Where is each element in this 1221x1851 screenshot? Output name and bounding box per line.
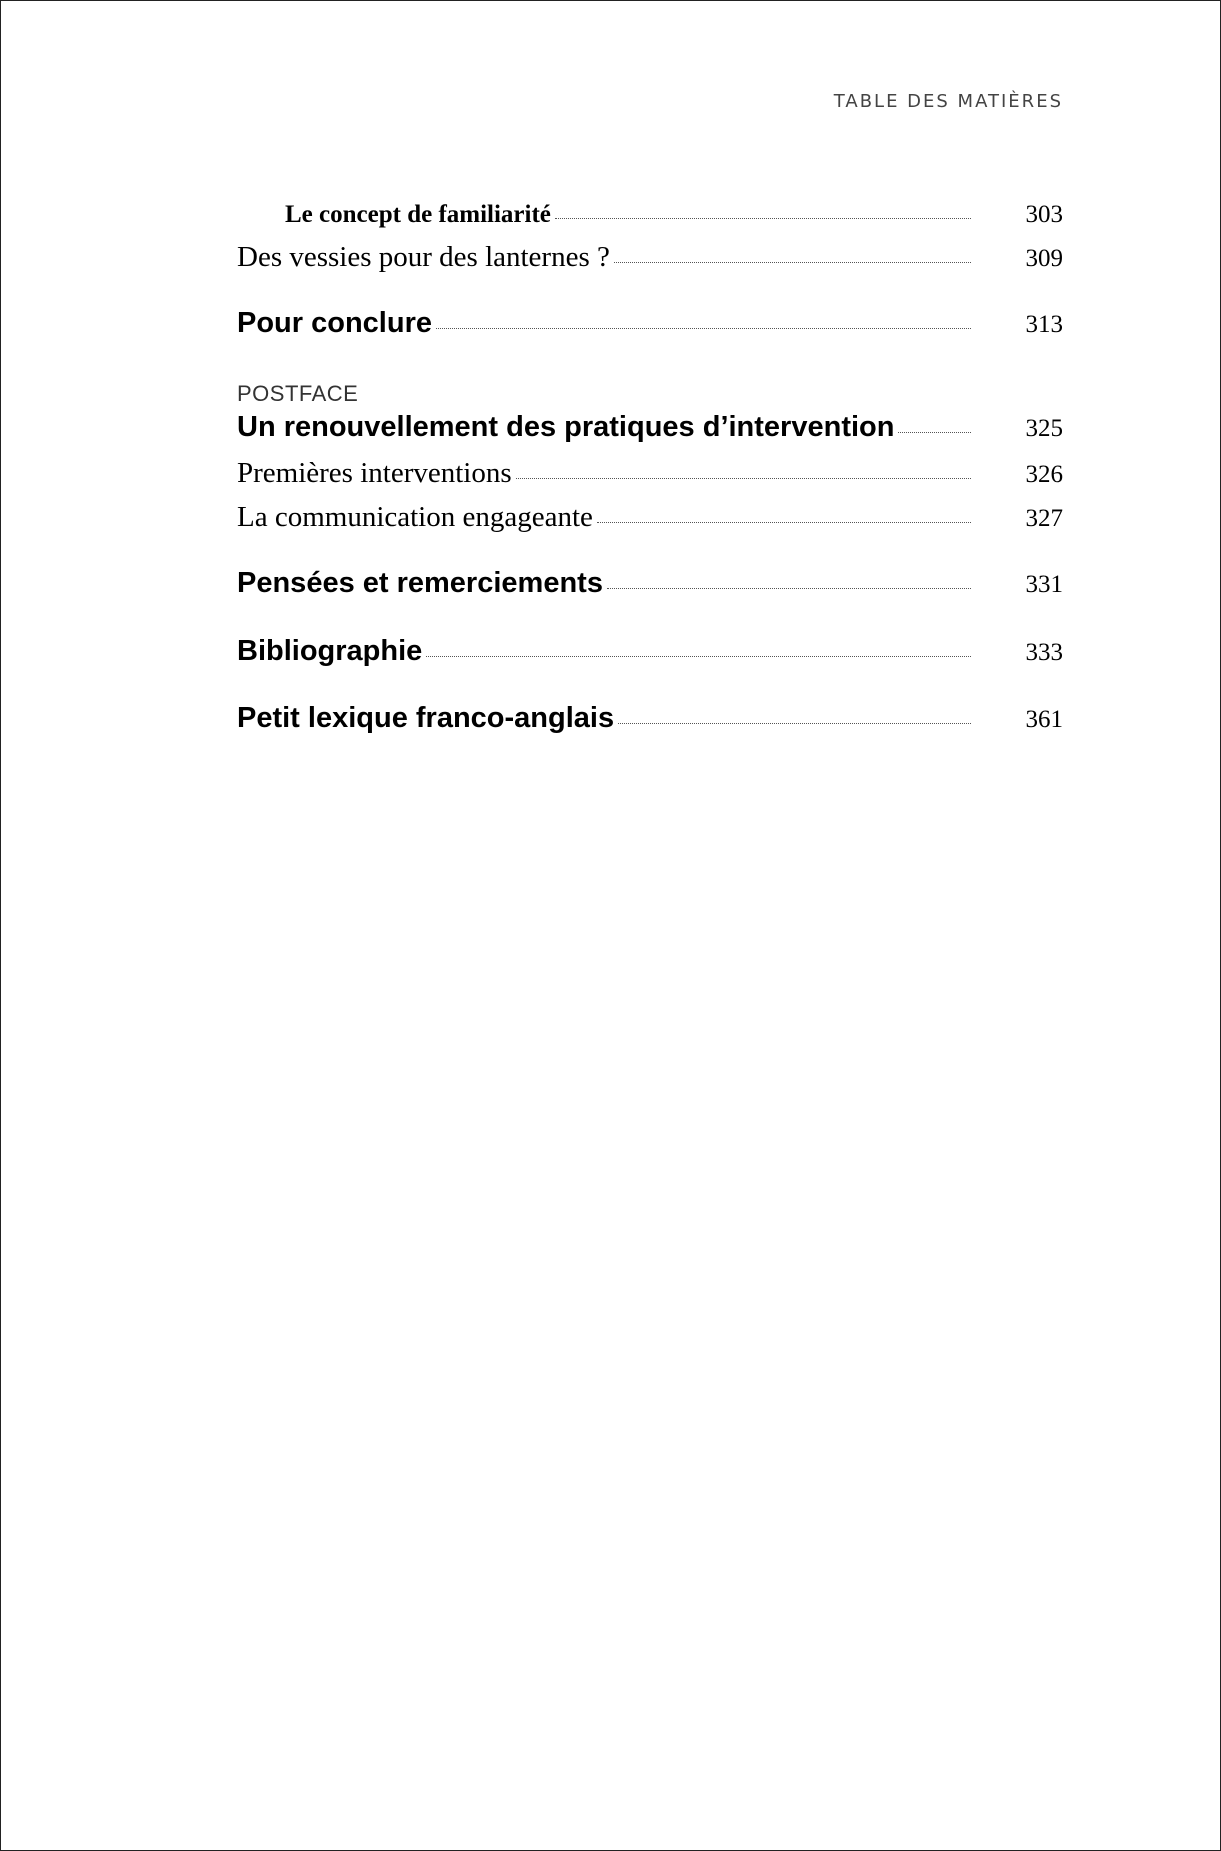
dot-leader xyxy=(555,218,971,219)
toc-entry-title: La communication engageante xyxy=(237,501,593,533)
running-head: TABLE DES MATIÈRES xyxy=(833,91,1063,112)
toc-entry-title: Pour conclure xyxy=(237,307,432,339)
toc-entry-page: 303 xyxy=(1025,201,1063,228)
dot-leader xyxy=(436,328,971,329)
toc-entry-page: 309 xyxy=(1025,245,1063,272)
toc-entry-page: 331 xyxy=(1025,571,1063,598)
toc-entry-page: 333 xyxy=(1025,639,1063,666)
toc-entry-page: 325 xyxy=(1025,415,1063,442)
toc-entry-communication-engageante[interactable] xyxy=(237,501,1063,534)
toc-entry-premieres-interventions[interactable] xyxy=(237,457,1063,490)
toc-entry-petit-lexique[interactable] xyxy=(237,702,1063,735)
dot-leader xyxy=(614,262,971,263)
dot-leader xyxy=(618,723,971,724)
postface-label: POSTFACE xyxy=(237,381,359,406)
toc-entry-page: 327 xyxy=(1025,505,1063,532)
toc-entry-page: 361 xyxy=(1025,706,1063,733)
toc-entry-title: Des vessies pour des lanternes ? xyxy=(237,241,610,273)
toc-entry-page: 313 xyxy=(1025,311,1063,338)
toc-entry-renouvellement[interactable] xyxy=(237,411,1063,444)
toc-entry-bibliographie[interactable] xyxy=(237,635,1063,668)
dot-leader xyxy=(607,588,971,589)
dot-leader xyxy=(898,432,971,433)
toc-entry-concept-familiarite[interactable] xyxy=(237,201,1063,229)
toc-entry-page: 326 xyxy=(1025,461,1063,488)
toc-entry-vessies-lanternes[interactable] xyxy=(237,241,1063,274)
dot-leader xyxy=(597,522,971,523)
toc-entry-title: Un renouvellement des pratiques d’intervention xyxy=(237,411,895,443)
toc-entry-title: Pensées et remerciements xyxy=(237,567,603,599)
toc-entry-title: Petit lexique franco-anglais xyxy=(237,702,615,734)
toc-entry-title: Bibliographie xyxy=(237,635,423,667)
toc-entry-pour-conclure[interactable] xyxy=(237,307,1063,340)
toc-entry-title: Premières interventions xyxy=(237,457,512,489)
toc-entry-pensees-remerciements[interactable] xyxy=(237,567,1063,600)
dot-leader xyxy=(426,656,971,657)
dot-leader xyxy=(516,478,971,479)
toc-entry-title: Le concept de familiarité xyxy=(285,201,551,228)
